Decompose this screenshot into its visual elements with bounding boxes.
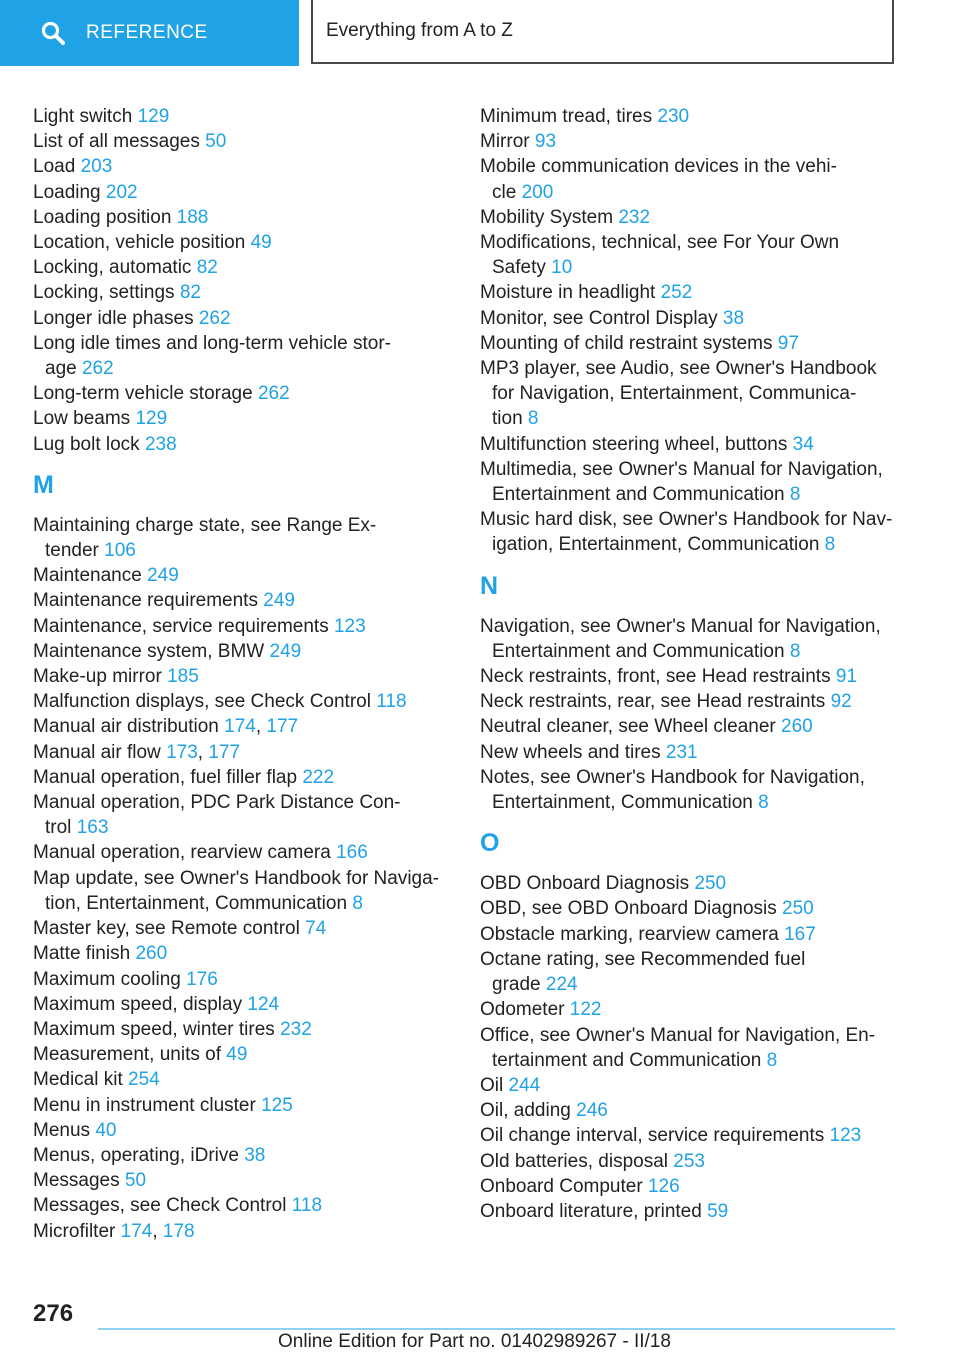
- index-column-right: [480, 104, 920, 1224]
- page-link[interactable]: 250: [782, 898, 814, 920]
- page-link[interactable]: 252: [660, 282, 693, 304]
- entry-text: Maximum cooling: [33, 968, 181, 990]
- index-entry: [33, 406, 443, 431]
- entry-text: Longer idle phases: [33, 307, 194, 329]
- index-entry: [33, 1168, 443, 1193]
- index-entry: [33, 840, 443, 865]
- entry-text: Manual operation, rearview camera: [33, 842, 331, 864]
- entry-text: Locking, settings: [33, 282, 175, 304]
- index-entry: [33, 967, 443, 992]
- entry-text: Measurement, units of: [33, 1044, 221, 1066]
- index-entry: [480, 714, 920, 739]
- page-link[interactable]: 163: [76, 817, 109, 839]
- index-entry: [33, 432, 443, 457]
- page-link[interactable]: 244: [508, 1074, 541, 1096]
- page-link[interactable]: 82: [179, 282, 201, 304]
- page-link[interactable]: 231: [665, 741, 698, 763]
- page-link[interactable]: 59: [707, 1200, 729, 1222]
- page-link[interactable]: 230: [657, 106, 690, 127]
- index-entry: [33, 104, 443, 129]
- entry-text: Low beams: [33, 408, 131, 430]
- entry-text: Entertainment and Communication: [492, 484, 785, 506]
- entry-text: Music hard disk, see Owner's Handbook for Nav-: [480, 509, 893, 531]
- index-entry: [480, 331, 920, 356]
- index-entry: Manual air distribution 174, 177: [33, 716, 299, 738]
- page-link[interactable]: 262: [81, 358, 114, 380]
- entry-text: Multifunction steering wheel, buttons: [480, 433, 788, 455]
- index-entry: [480, 614, 920, 664]
- entry-text: Multimedia, see Owner's Manual for Navigation,: [480, 458, 883, 480]
- index-entry: [480, 689, 920, 714]
- page-link[interactable]: 253: [673, 1150, 705, 1172]
- entry-text: Neutral cleaner, see Wheel cleaner: [480, 716, 776, 738]
- index-entry: [33, 180, 443, 205]
- entry-text: Loading: [33, 181, 101, 203]
- index-entry: [33, 306, 443, 331]
- entry-text: Maximum speed, winter tires: [33, 1018, 275, 1040]
- page-link[interactable]: 8: [824, 534, 836, 556]
- reference-tab[interactable]: [0, 0, 299, 66]
- index-entry: [480, 947, 920, 997]
- entry-text: Manual air flow: [33, 741, 161, 763]
- page-link[interactable]: 238: [144, 433, 177, 455]
- index-entry: Manual air flow 173, 177: [33, 741, 241, 763]
- index-entry: [480, 765, 920, 815]
- index-entry: [33, 1042, 443, 1067]
- entry-text: tion, Entertainment, Communication: [45, 892, 348, 914]
- index-entry: [33, 614, 443, 639]
- entry-text: Onboard literature, printed: [480, 1200, 702, 1222]
- index-entry: [33, 689, 443, 714]
- entry-text: Neck restraints, front, see Head restraints: [480, 666, 831, 688]
- page-link[interactable]: 34: [792, 433, 814, 455]
- index-entry: [480, 1149, 920, 1174]
- search-icon: [40, 20, 66, 46]
- entry-text: Oil, adding: [480, 1100, 571, 1122]
- page-link[interactable]: 38: [722, 307, 745, 329]
- entry-text: Long idle times and long-term vehicle stor-: [33, 332, 392, 354]
- page-link[interactable]: 74: [305, 918, 327, 940]
- entry-text: Load: [33, 156, 76, 178]
- page-link[interactable]: 50: [205, 131, 227, 153]
- index-entry: [480, 1023, 920, 1073]
- page-link[interactable]: 174: [120, 1220, 153, 1242]
- page-link[interactable]: 176: [186, 968, 218, 990]
- entry-text: Manual operation, PDC Park Distance Con-: [33, 792, 401, 814]
- page-link[interactable]: 91: [835, 666, 858, 688]
- entry-text: Menu in instrument cluster: [33, 1094, 256, 1116]
- entry-text: Modifications, technical, see For Your Own: [480, 232, 840, 254]
- entry-text: Octane rating, see Recommended fuel: [480, 948, 806, 970]
- entry-text: Moisture in headlight: [480, 282, 656, 304]
- page-link[interactable]: 122: [569, 999, 602, 1021]
- index-entry: [480, 507, 920, 557]
- page-number: 276: [33, 1300, 74, 1327]
- footer-edition: Online Edition for Part no. 01402989267 - II/18: [278, 1331, 671, 1352]
- entry-text: Office, see Owner's Manual for Navigation, En-: [480, 1024, 876, 1046]
- index-entry: [480, 740, 920, 765]
- index-entry: [480, 871, 920, 896]
- index-entry: [33, 230, 443, 255]
- entry-text: Entertainment and Communication: [492, 640, 785, 662]
- entry-text: Neck restraints, rear, see Head restraints: [480, 691, 826, 713]
- entry-text: MP3 player, see Audio, see Owner's Handbook: [480, 358, 877, 380]
- index-entry: [480, 1098, 920, 1123]
- page-link[interactable]: 118: [291, 1195, 323, 1217]
- entry-text: Malfunction displays, see Check Control: [33, 691, 371, 713]
- page-link[interactable]: 249: [269, 640, 302, 662]
- index-entry: [33, 1017, 443, 1042]
- index-entry: [480, 432, 920, 457]
- entry-text: OBD, see OBD Onboard Diagnosis: [480, 898, 777, 920]
- entry-text: Messages: [33, 1170, 120, 1192]
- entry-text: Locking, automatic: [33, 257, 192, 279]
- entry-text: Odometer: [480, 999, 565, 1021]
- entry-text: Make-up mirror: [33, 666, 162, 688]
- page-link[interactable]: 50: [124, 1170, 147, 1192]
- page-link[interactable]: 250: [694, 873, 727, 895]
- page-link[interactable]: 8: [789, 484, 801, 506]
- page-link[interactable]: 173: [166, 741, 198, 763]
- entry-text: List of all messages: [33, 131, 200, 153]
- entry-text: Navigation, see Owner's Manual for Navigation,: [480, 615, 881, 637]
- entry-text: Lug bolt lock: [33, 433, 140, 455]
- index-entry: [33, 639, 443, 664]
- entry-text: OBD Onboard Diagnosis: [480, 873, 690, 895]
- index-entry: [33, 992, 443, 1017]
- page-link[interactable]: 260: [135, 943, 168, 965]
- entry-text: Manual air distribution: [33, 716, 219, 738]
- entry-text: Menus: [33, 1119, 91, 1141]
- page-link[interactable]: 166: [336, 842, 368, 864]
- entry-text: Old batteries, disposal: [480, 1150, 668, 1172]
- page-link[interactable]: 232: [280, 1018, 312, 1040]
- page-link[interactable]: 262: [257, 383, 290, 405]
- index-entry: [480, 306, 920, 331]
- index-entry: [480, 1073, 920, 1098]
- page-link[interactable]: 92: [830, 691, 852, 713]
- index-entry: [480, 356, 920, 432]
- entry-text: Maintenance system, BMW: [33, 640, 265, 662]
- page-link[interactable]: 246: [576, 1100, 608, 1122]
- page-header: [0, 0, 960, 66]
- section-label: REFERENCE: [86, 22, 208, 43]
- page-link[interactable]: 129: [135, 408, 168, 430]
- page-link[interactable]: 129: [137, 106, 170, 127]
- index-entry: [480, 896, 920, 921]
- index-entry: [480, 205, 920, 230]
- entry-text: Maintenance: [33, 565, 142, 587]
- index-entry: [33, 664, 443, 689]
- entry-text: Location, vehicle position: [33, 232, 246, 254]
- entry-text: Monitor, see Control Display: [480, 307, 718, 329]
- page-link[interactable]: 260: [781, 716, 813, 738]
- entry-text: Master key, see Remote control: [33, 918, 300, 940]
- entry-text: Safety: [492, 257, 546, 279]
- index-entry: [33, 1143, 443, 1168]
- page-link[interactable]: 202: [105, 181, 138, 203]
- page-link[interactable]: 106: [104, 540, 136, 562]
- page-link[interactable]: 177: [266, 716, 299, 738]
- chapter-title-tab: [311, 0, 894, 64]
- entry-text: Mobile communication devices in the vehi-: [480, 156, 837, 178]
- chapter-title: Everything from A to Z: [326, 20, 513, 41]
- index-entry: [33, 381, 443, 406]
- entry-text: trol: [45, 817, 72, 839]
- entry-text: Maximum speed, display: [33, 993, 243, 1015]
- index-entry: [33, 513, 443, 563]
- entry-text: grade: [492, 974, 541, 996]
- entry-text: Menus, operating, iDrive: [33, 1144, 239, 1166]
- page-link[interactable]: 10: [551, 257, 573, 279]
- index-entry: [33, 765, 443, 790]
- page-link[interactable]: 123: [829, 1125, 862, 1147]
- entry-text: tertainment and Communication: [492, 1049, 762, 1071]
- entry-text: age: [45, 358, 77, 380]
- page-link[interactable]: 8: [758, 792, 769, 814]
- page-link[interactable]: 126: [647, 1175, 680, 1197]
- index-entry: [480, 997, 920, 1022]
- entry-text: New wheels and tires: [480, 741, 661, 763]
- index-entry: [33, 941, 443, 966]
- entry-text: Oil change interval, service requirements: [480, 1125, 825, 1147]
- entry-text: tender: [45, 540, 99, 562]
- entry-text: Map update, see Owner's Handbook for Naviga-: [33, 867, 440, 889]
- entry-text: Maintaining charge state, see Range Ex-: [33, 514, 377, 536]
- entry-text: Mobility System: [480, 206, 614, 228]
- index-entry: [480, 280, 920, 305]
- page-link[interactable]: 262: [198, 307, 231, 329]
- page-link[interactable]: 167: [784, 923, 816, 945]
- index-entry: [33, 255, 443, 280]
- page-link[interactable]: 49: [226, 1044, 248, 1066]
- page-link[interactable]: 82: [196, 257, 218, 279]
- index-entry: Microfilter 174, 178: [33, 1220, 195, 1242]
- entry-text: Notes, see Owner's Handbook for Navigation,: [480, 766, 865, 788]
- page-link[interactable]: 123: [333, 615, 366, 637]
- page-link[interactable]: 177: [208, 741, 241, 763]
- page-link[interactable]: 188: [176, 206, 209, 228]
- index-entry: [33, 154, 443, 179]
- index-letter-heading: O: [480, 829, 500, 858]
- index-entry: [480, 1174, 920, 1199]
- index-letter-heading: M: [33, 470, 54, 499]
- page-link[interactable]: 178: [162, 1220, 195, 1242]
- entry-text: Messages, see Check Control: [33, 1195, 287, 1217]
- index-entry: [33, 331, 443, 381]
- entry-text: Minimum tread, tires: [480, 106, 653, 127]
- index-entry: [33, 588, 443, 613]
- entry-text: Maintenance requirements: [33, 590, 258, 612]
- index-entry: [480, 154, 920, 204]
- entry-text: Obstacle marking, rearview camera: [480, 923, 779, 945]
- index-column-left: [33, 104, 443, 1244]
- entry-text: tion: [492, 408, 523, 430]
- entry-text: Onboard Computer: [480, 1175, 643, 1197]
- index-entry: [480, 1123, 920, 1148]
- page-link[interactable]: 203: [80, 156, 113, 178]
- page-link[interactable]: 49: [250, 232, 272, 254]
- entry-text: for Navigation, Entertainment, Communica-: [492, 383, 857, 405]
- page-link[interactable]: 222: [302, 766, 335, 788]
- index-entry: [33, 563, 443, 588]
- page-link[interactable]: 8: [766, 1049, 778, 1071]
- page-link[interactable]: 8: [527, 408, 539, 430]
- index-entry: [480, 457, 920, 507]
- index-entry: [480, 104, 920, 129]
- page-link[interactable]: 97: [777, 332, 799, 354]
- index-entry: [480, 664, 920, 689]
- page-link[interactable]: 232: [618, 206, 651, 228]
- index-entry: [33, 916, 443, 941]
- page-link[interactable]: 125: [261, 1094, 293, 1116]
- index-entry: [480, 922, 920, 947]
- page-link[interactable]: 93: [534, 131, 557, 153]
- footer-divider: [98, 1328, 895, 1330]
- index-entry: [33, 1193, 443, 1218]
- index-entry: [33, 1093, 443, 1118]
- entry-text: Mounting of child restraint systems: [480, 332, 773, 354]
- index-letter-heading: N: [480, 571, 499, 600]
- index-entry: [480, 129, 920, 154]
- entry-text: cle: [492, 181, 517, 203]
- entry-text: Medical kit: [33, 1069, 123, 1091]
- page-link[interactable]: 38: [244, 1144, 266, 1166]
- index-entry: [33, 129, 443, 154]
- index-entry: [33, 790, 443, 840]
- entry-text: igation, Entertainment, Communication: [492, 534, 820, 556]
- page-link[interactable]: 174: [224, 716, 256, 738]
- index-entry: [33, 866, 443, 916]
- entry-text: Entertainment, Communication: [492, 792, 753, 814]
- page-link[interactable]: 249: [147, 565, 179, 587]
- page-link[interactable]: 185: [167, 666, 199, 688]
- page-link[interactable]: 200: [521, 181, 554, 203]
- entry-text: Oil: [480, 1074, 504, 1096]
- index-entry: [33, 280, 443, 305]
- entry-text: Manual operation, fuel filler flap: [33, 766, 298, 788]
- index-entry: [33, 205, 443, 230]
- entry-text: Maintenance, service requirements: [33, 615, 329, 637]
- page-link[interactable]: 124: [247, 993, 280, 1015]
- index-entry: [480, 1199, 920, 1224]
- page-link[interactable]: 224: [545, 974, 578, 996]
- entry-text: Mirror: [480, 131, 530, 153]
- page-link[interactable]: 8: [352, 892, 363, 914]
- entry-text: Microfilter: [33, 1220, 116, 1242]
- entry-text: Matte finish: [33, 943, 131, 965]
- index-entry: [33, 1067, 443, 1092]
- entry-text: Loading position: [33, 206, 172, 228]
- page-link[interactable]: 118: [376, 691, 407, 713]
- page-link[interactable]: 254: [128, 1069, 160, 1091]
- page-link[interactable]: 8: [789, 640, 801, 662]
- entry-text: Long-term vehicle storage: [33, 383, 253, 405]
- entry-text: Light switch: [33, 106, 133, 127]
- page-link[interactable]: 40: [95, 1119, 117, 1141]
- page-link[interactable]: 249: [263, 590, 295, 612]
- index-entry: [480, 230, 920, 280]
- index-entry: [33, 1118, 443, 1143]
